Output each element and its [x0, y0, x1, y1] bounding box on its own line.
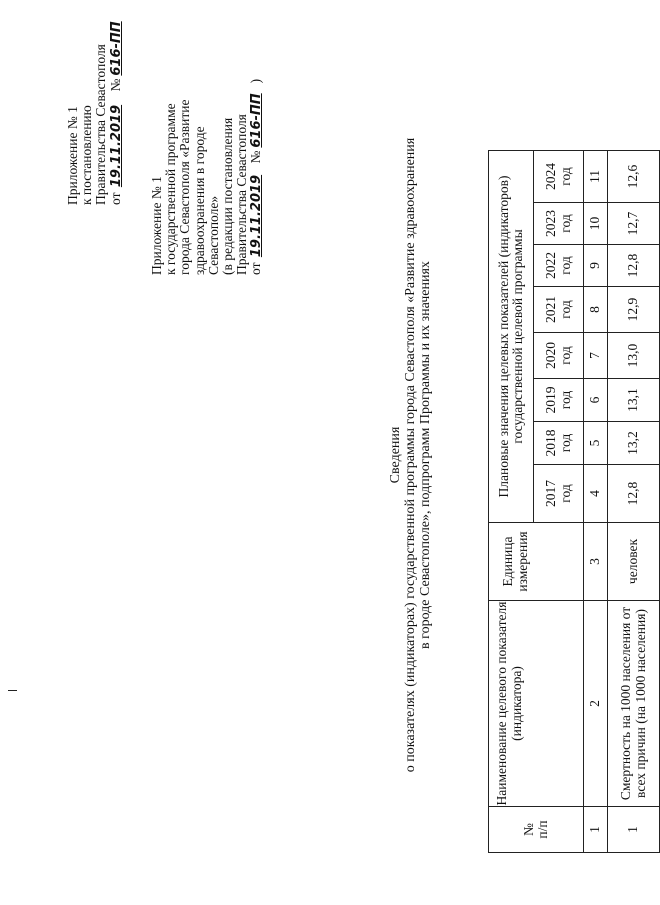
value-2020: 13,0 [608, 333, 660, 379]
numbering-cell: 10 [584, 203, 608, 245]
header-no: № п/п [489, 807, 584, 853]
approval-2-line-3: города Севастополя «Развитие [177, 99, 193, 275]
value-2023: 12,7 [608, 203, 660, 245]
header-year-2017: 2017 год [534, 465, 584, 523]
numbering-cell: 9 [584, 245, 608, 287]
numbering-cell: 4 [584, 465, 608, 523]
numbering-cell: 3 [584, 523, 608, 601]
header-year-2022: 2022 год [534, 245, 584, 287]
table-header-row-1 [489, 151, 534, 853]
approval-2-date-line: от 19.11.2019 №616-ПП) [248, 78, 265, 275]
value-2024: 12,6 [608, 151, 660, 203]
header-planned-values: Плановые значения целевых показателей (индикаторов) государственной целевой программы [489, 151, 534, 523]
numbering-cell: 1 [584, 807, 608, 853]
header-indicator-name: Наименование целевого показателя (индикатора) [489, 601, 584, 807]
numbering-cell: 7 [584, 333, 608, 379]
approval-block-2 [150, 79, 265, 275]
margin-mark [8, 690, 17, 691]
row-unit: человек [608, 523, 660, 601]
approval-2-line-1: Приложение № 1 [149, 176, 164, 275]
approval-1-date: 19.11.2019 [108, 104, 124, 188]
approval-1-number: 616-ПП [108, 21, 124, 76]
numbering-cell: 2 [584, 601, 608, 807]
numbering-cell: 6 [584, 379, 608, 422]
title-line-2: о показателях (индикаторах) государственной программы города Севастополя «Развитие здравоохранения [403, 137, 418, 773]
value-2018: 13,2 [608, 422, 660, 465]
header-year-2019: 2019 год [534, 379, 584, 422]
header-unit: Единица измерения [489, 523, 584, 601]
approval-1-line-3: Правительства Севастополя [93, 44, 109, 205]
table-numbering-row [584, 151, 608, 853]
title-line-1: Сведения [388, 426, 403, 484]
value-2019: 13,1 [608, 379, 660, 422]
row-no: 1 [608, 807, 660, 853]
approval-2-line-5: Севастополе» [205, 195, 221, 275]
approval-2-line-2: к государственной программе [163, 103, 179, 275]
value-2021: 12,9 [608, 287, 660, 333]
approval-block-1 [66, 21, 124, 205]
header-year-2021: 2021 год [534, 287, 584, 333]
header-year-2018: 2018 год [534, 422, 584, 465]
value-2022: 12,8 [608, 245, 660, 287]
document-title [388, 105, 433, 805]
header-year-2020: 2020 год [534, 333, 584, 379]
numbering-cell: 5 [584, 422, 608, 465]
approval-2-line-6: (в редакции постановления [220, 117, 236, 275]
approval-2-number: 616-ПП [249, 93, 265, 148]
numbering-cell: 11 [584, 151, 608, 203]
approval-1-line-2: к постановлению [79, 105, 95, 205]
value-2017: 12,8 [608, 465, 660, 523]
table-row [608, 151, 660, 853]
approval-2-date: 19.11.2019 [249, 174, 265, 258]
row-indicator-name: Смертность на 1000 населения от всех причин (на 1000 населения) [608, 601, 660, 807]
indicators-table [488, 150, 660, 853]
numbering-cell: 8 [584, 287, 608, 333]
approval-2-line-7: Правительства Севастополя [234, 114, 250, 275]
header-year-2024: 2024 год [534, 151, 584, 203]
approval-1-line-1: Приложение № 1 [65, 106, 80, 205]
header-year-2023: 2023 год [534, 203, 584, 245]
title-line-3: в городе Севастополе», подпрограмм Программы и их значениях [418, 261, 433, 649]
approval-2-line-4: здравоохранения в городе [191, 126, 207, 275]
approval-1-date-line: от 19.11.2019 №616-ПП [107, 21, 124, 205]
